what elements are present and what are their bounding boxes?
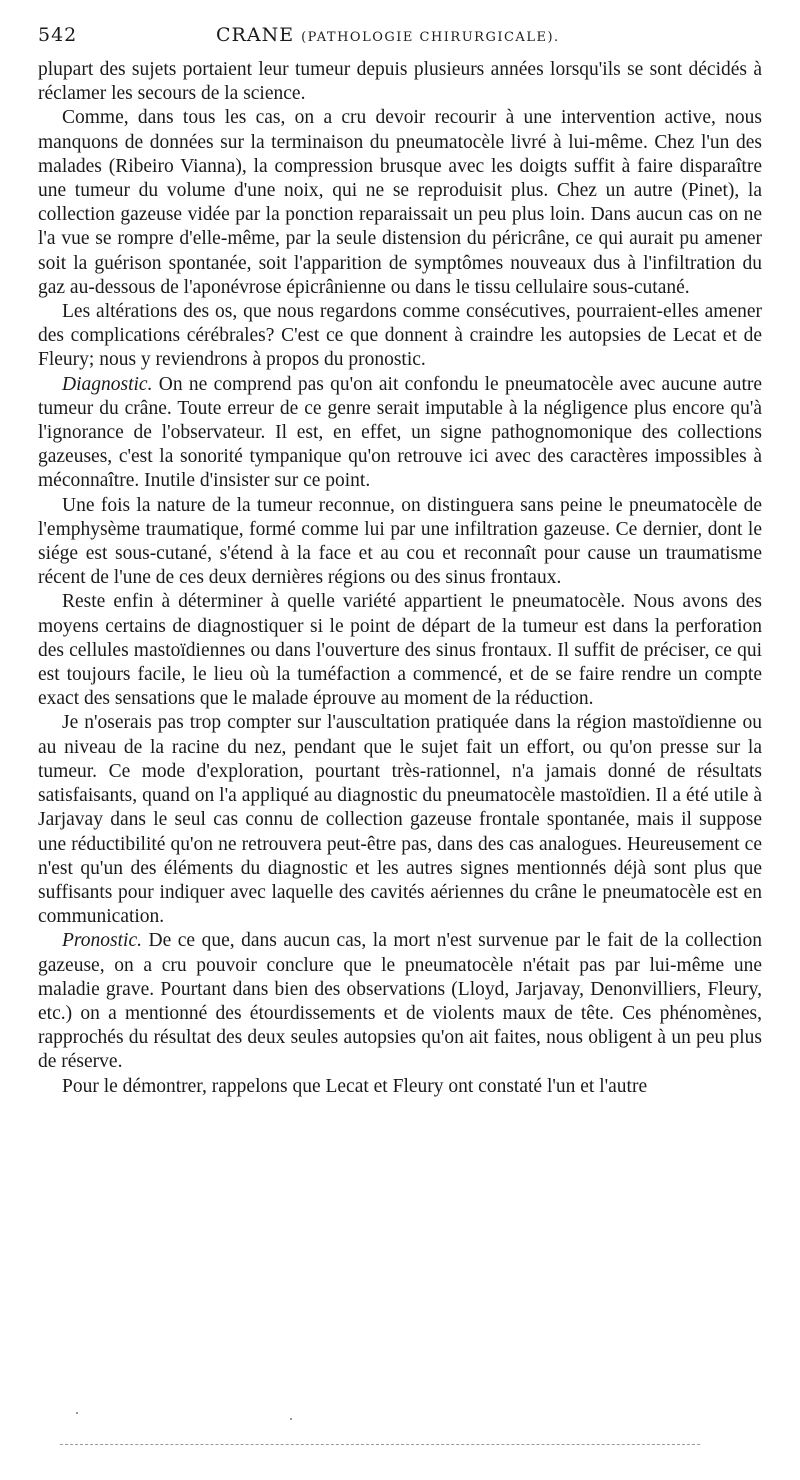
running-title-sub: (PATHOLOGIE CHIRURGICALE). (301, 30, 560, 45)
paragraph: Les altérations des os, que nous regardons comme consécutives, pourraient-elles amener des complications cérébrales? C'est ce que donnent à craindre les autopsies de Lecat et de Fleury; nous y reviendrons à propos du pronostic. (38, 301, 762, 371)
bottom-rule (60, 1444, 700, 1445)
running-title (216, 24, 560, 46)
paragraph: Une fois la nature de la tumeur reconnue, on distinguera sans peine le pneumatocèle de l'emphysème traumatique, formé comme lui par une infiltration gazeuse. Ce dernier, dont le siége est sous-cutané, s'étend à la face et au cou et reconnaît pour cause un traumatisme récent de l'une de ces deux dernières régions ou des sinus frontaux. (38, 494, 762, 589)
paragraph: plupart des sujets portaient leur tumeur depuis plusieurs années lorsqu'ils se sont décidés à réclamer les secours de la science. (38, 59, 762, 105)
paragraph-pronostic (38, 929, 762, 1074)
paragraph: Je n'oserais pas trop compter sur l'auscultation pratiquée dans la région mastoïdienne ou au niveau de la racine du nez, pendant que le sujet fait un effort, ou qu'on presse sur la tumeur. Ce mode d'exploration, pourtant très-rationnel, n'a jamais donné de résultats satisfaisants, quand on l'a appliqué au diagnostic du pneumatocèle mastoïdien. Il a été utile à Jarjavay dans le seul cas connu de collection gazeuse frontale spontanée, mais il suppose une réductibilité qu'on ne retrouvera peut-être pas, dans des cas analogues. Heureusement ce n'est qu'un des éléments du diagnostic et les autres signes mentionnés déjà sont plus que suffisants pour indiquer avec laquelle des cavités aériennes du crâne le pneumatocèle est en communication. (38, 712, 762, 928)
running-title-main: CRANE (216, 24, 295, 46)
scan-speck (76, 1412, 78, 1414)
paragraph-text: De ce que, dans aucun cas, la mort n'est survenue par le fait de la collection gazeuse, on a cru pouvoir conclure que le pneumatocèle n'était pas par lui-même une maladie grave. Pourtant dans bien des observations (Lloyd, Jarjavay, Denonvilliers, Fleury, etc.) on a mentionné des étourdissements et de violents maux de tête. Ces phénomènes, rapprochés du résultat des deux seules autopsies qu'on ait faites, nous obligent à un peu plus de réserve. (38, 930, 763, 1073)
scan-speck (290, 1418, 292, 1420)
paragraph: Pour le démontrer, rappelons que Lecat et Fleury ont constaté l'un et l'autre (62, 1075, 648, 1097)
page-content (38, 24, 762, 1099)
section-label-pronostic: Pronostic. (62, 930, 142, 952)
page-number: 542 (38, 24, 78, 46)
body-text (38, 58, 762, 1099)
paragraph-text: On ne comprend pas qu'on ait confondu le pneumatocèle avec aucune autre tumeur du crâne. Toute erreur de ce genre serait imputable à la négligence plus encore qu'à l'ignorance de l'observateur. Il est, en effet, un signe pathognomonique des collections gazeuses, c'est la sonorité tympanique qu'on retrouve ici avec des caractères impossibles à méconnaître. Inutile d'insister sur ce point. (38, 373, 763, 492)
paragraph: Comme, dans tous les cas, on a cru devoir recourir à une intervention active, nous manquons de données sur la terminaison du pneumatocèle livré à lui-même. Chez l'un des malades (Ribeiro Vianna), la compression brusque avec les doigts suffit à faire disparaître une tumeur du volume d'une noix, qui ne se reproduisit plus. Chez un autre (Pinet), la collection gazeuse vidée par la ponction reparaissait un peu plus loin. Dans aucun cas on ne l'a vue se rompre d'elle-même, par la seule distension du péricrâne, ce qui aurait pu amener soit la guérison spontanée, soit l'apparition de symptômes nouveaux dus à l'infiltration du gaz au-dessous de l'aponévrose épicrânienne ou dans le tissu cellulaire sous-cutané. (38, 107, 762, 298)
paragraph-diagnostic (38, 373, 762, 494)
running-head (38, 24, 762, 58)
paragraph: Reste enfin à déterminer à quelle variété appartient le pneumatocèle. Nous avons des moyens certains de diagnostiquer si le point de départ de la tumeur est dans la perforation des cellules mastoïdiennes ou dans l'ouverture des sinus frontaux. Il suffit de préciser, ce qui est toujours facile, le lieu où la tuméfaction a commencé, et de se faire rendre un compte exact des sensations que le malade éprouve au moment de la réduction. (38, 591, 762, 710)
section-label-diagnostic: Diagnostic. (62, 373, 153, 395)
